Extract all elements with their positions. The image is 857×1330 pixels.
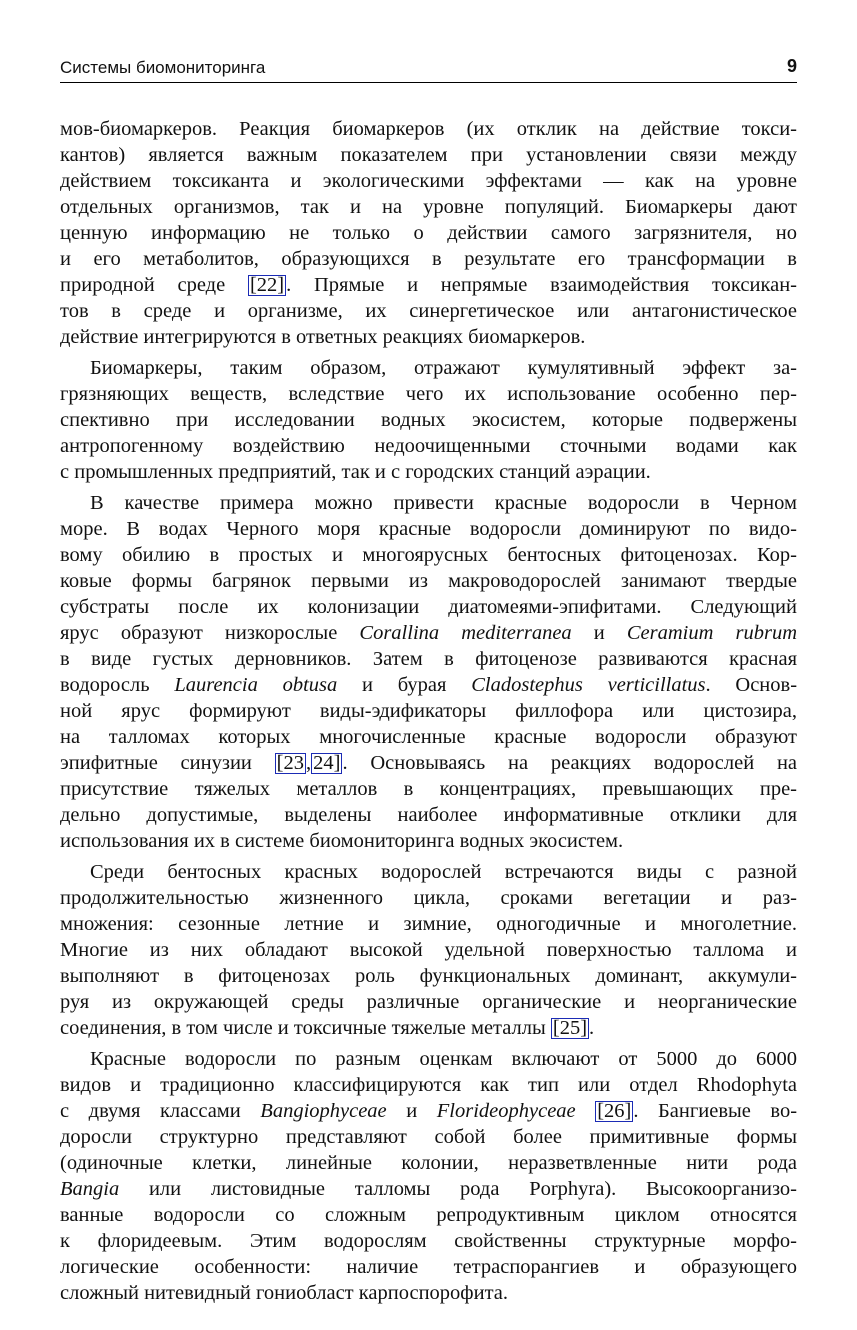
text-line: ковые формы багрянок первыми из макроводорослей занимают твердые [60,570,797,592]
text-line: продолжительностью жизненного цикла, сроками вегетации и раз- [60,887,797,909]
paragraph-5 [60,1046,797,1306]
species-name: Ceramium rubrum [626,622,798,644]
text-line: Многие из них обладают высокой удельной поверхностью таллома и [60,939,797,961]
text-line: тов в среде и организме, их синергетическое или антагонистическое [60,300,797,322]
paragraph-3 [60,490,797,854]
text-line: Красные водоросли по разным оценкам включают от 5000 до 6000 [90,1048,797,1070]
text-run: . [589,1017,595,1039]
text-line: видов и традиционно классифицируются как тип или отдел Rhodophyta [60,1074,797,1096]
text-run: и бурая [362,674,447,696]
text-line: доросли структурно представляют собой более примитивные формы [60,1126,797,1148]
species-name: Corallina mediterranea [359,622,572,644]
text-run: . Основываясь на реакциях водорослей на [342,752,798,774]
text-line: вому обилию в простых и многоярусных бентосных фитоценозах. Кор- [60,544,797,566]
text-run: и [593,622,605,644]
citation-link[interactable]: 24] [313,752,341,774]
text-line: ванные водоросли со сложным репродуктивным циклом относятся [60,1204,797,1226]
text-line: Биомаркеры, таким образом, отражают кумулятивный эффект за- [90,357,797,379]
running-title: Системы биомониторинга [60,58,266,77]
paragraph-1 [60,116,797,350]
text-line: с промышленных предприятий, так и с городских станций аэрации. [60,461,651,483]
text-line: грязняющих веществ, вследствие чего их использование особенно пер- [60,383,797,405]
paragraph-2 [60,355,797,485]
text-line [60,620,797,646]
text-line: использования их в системе биомониторинга водных экосистем. [60,830,624,852]
text-line: действие интегрируются в ответных реакциях биомаркеров. [60,326,586,348]
species-name: Cladostephus verticillatus [471,674,706,696]
text-line: дельно допустимые, выделены наиболее информативные отклики для [60,804,797,826]
text-line: сложный нитевидный гониобласт карпоспорофита. [60,1282,508,1304]
text-line: Среди бентосных красных водорослей встречаются виды с разной [90,861,797,883]
text-run: природной среде [60,274,226,296]
citation-link[interactable]: [26] [597,1100,632,1122]
genus-name: Bangia [60,1178,120,1200]
text-line: (одиночные клетки, линейные колонии, неразветвленные нити рода [60,1152,797,1174]
text-run: . Основ- [705,674,798,696]
text-line: В качестве примера можно привести красные водоросли в Черном [90,492,797,514]
text-line: присутствие тяжелых металлов в концентрациях, превышающих пре- [60,778,797,800]
text-line: выполняют в фитоценозах роль функциональных доминант, аккумули- [60,965,797,987]
class-name: Bangiophyceae [260,1100,387,1122]
text-line: в виде густых дерновников. Затем в фитоценозе развиваются красная [60,648,797,670]
text-line [60,1098,797,1124]
text-run: . Прямые и непрямые взаимодействия токсикан- [286,274,798,296]
citation-link[interactable]: [23 [276,752,304,774]
text-line: отдельных организмов, так и на уровне популяций. Биомаркеры дают [60,196,797,218]
text-line: действием токсиканта и экологическими эффектами — как на уровне [60,170,797,192]
text-line: ной ярус формируют виды-эдификаторы филлофора или цистозира, [60,700,797,722]
text-run: водоросль [60,674,150,696]
text-line [60,1176,797,1202]
text-line: на талломах которых многочисленные красные водоросли образуют [60,726,797,748]
species-name: Laurencia obtusa [174,674,338,696]
class-name: Florideophyceae [436,1100,576,1122]
text-line: логические особенности: наличие тетраспорангиев и образующего [60,1256,797,1278]
citation-link[interactable]: [22] [249,274,285,296]
paragraph-4 [60,859,797,1041]
text-line: и его метаболитов, образующихся в результате его трансформации в [60,248,797,270]
text-line [60,1015,797,1041]
text-line: ценную информацию не только о действии самого загрязнителя, но [60,222,797,244]
text-line: к флоридеевым. Этим водорослям свойственны структурные морфо- [60,1230,797,1252]
text-run: ярус образуют низкорослые [60,622,338,644]
page-number: 9 [786,56,797,76]
text-line: антропогенному воздействию недоочищенными сточными водами как [60,435,797,457]
text-line [60,672,797,698]
text-run: или листовидные талломы рода Porphyra). Высокоорганизо- [148,1178,797,1200]
citation-link[interactable]: [25] [552,1017,588,1039]
text-run: , [305,752,312,774]
text-line [60,750,797,776]
text-line: субстраты после их колонизации диатомеями-эпифитами. Следующий [60,596,797,618]
text-line: мов-биомаркеров. Реакция биомаркеров (их отклик на действие токси- [60,118,797,140]
text-line: кантов) является важным показателем при установлении связи между [60,144,797,166]
text-line [60,272,797,298]
text-run: и [406,1100,418,1122]
text-run: . Бангиевые во- [633,1100,798,1122]
text-line: руя из окружающей среды различные органические и неорганические [60,991,797,1013]
text-run: эпифитные синузии [60,752,252,774]
main-text [60,116,797,1306]
text-line: спективно при исследовании водных экосистем, которые подвержены [60,409,797,431]
text-run: с двумя классами [60,1100,241,1122]
text-line: множения: сезонные летние и зимние, одногодичные и многолетние. [60,913,797,935]
text-run: соединения, в том числе и токсичные тяжелые металлы [60,1017,546,1039]
text-line: море. В водах Черного моря красные водоросли доминируют по видо- [60,518,797,540]
running-header [60,56,797,83]
